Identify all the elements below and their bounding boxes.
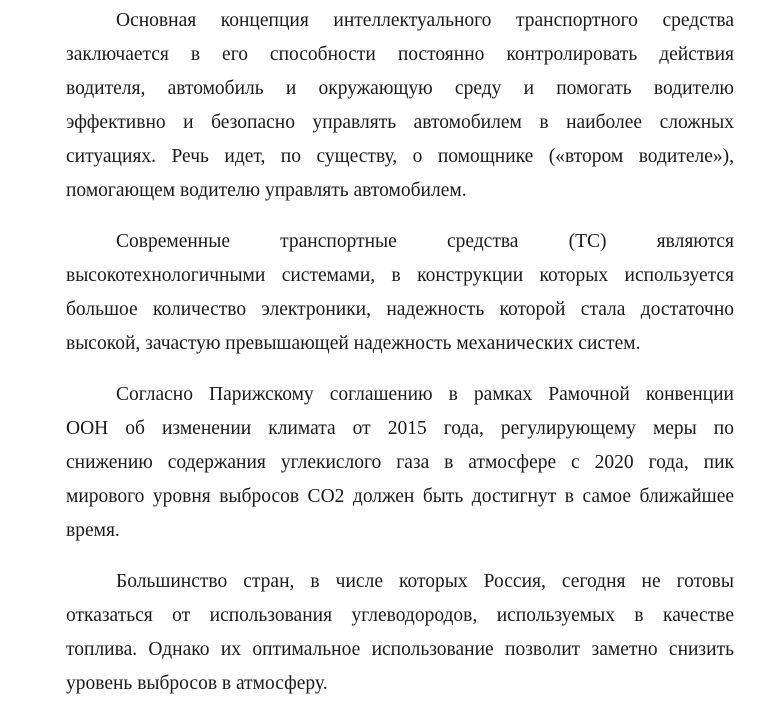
paragraph-line: Современные транспортные средства (ТС) являются	[116, 231, 734, 252]
paragraph-line: Согласно Парижскому соглашению в рамках Рамочной конвенции	[116, 384, 734, 405]
paragraph-line: отказаться от использования углеводородов, используемых в качестве	[66, 605, 734, 626]
paragraph-line: мирового уровня выбросов CO2 должен быть достигнут в самое ближайшее	[66, 486, 734, 507]
document-body	[66, 4, 734, 701]
paragraph-line: помогающем водителю управлять автомобилем.	[66, 180, 467, 201]
paragraph-line: уровень выбросов в атмосферу.	[66, 673, 328, 694]
paragraph-hydrocarbons	[66, 565, 734, 701]
paragraph-paris-agreement	[66, 378, 734, 548]
paragraph-intelligent-vehicle	[66, 4, 734, 208]
paragraph-line: Основная концепция интеллектуального транспортного средства	[116, 10, 734, 31]
paragraph-line: Большинство стран, в числе которых Россия, сегодня не готовы	[116, 571, 734, 592]
paragraph-line: высокой, зачастую превышающей надежность механических систем.	[66, 333, 641, 354]
paragraph-line: время.	[66, 520, 120, 541]
paragraph-line: эффективно и безопасно управлять автомобилем в наиболее сложных	[66, 112, 734, 133]
paragraph-line: ситуациях. Речь идет, по существу, о помощнике («втором водителе»),	[66, 146, 734, 167]
paragraph-modern-vehicles	[66, 225, 734, 361]
paragraph-line: большое количество электроники, надежность которой стала достаточно	[66, 299, 734, 320]
paragraph-line: водителя, автомобиль и окружающую среду и помогать водителю	[66, 78, 734, 99]
paragraph-line: заключается в его способности постоянно контролировать действия	[66, 44, 734, 65]
paragraph-line: топлива. Однако их оптимальное использование позволит заметно снизить	[66, 639, 734, 660]
paragraph-line: ООН об изменении климата от 2015 года, регулирующему меры по	[66, 418, 734, 439]
paragraph-line: высокотехнологичными системами, в конструкции которых используется	[66, 265, 734, 286]
paragraph-line: снижению содержания углекислого газа в атмосфере с 2020 года, пик	[66, 452, 734, 473]
